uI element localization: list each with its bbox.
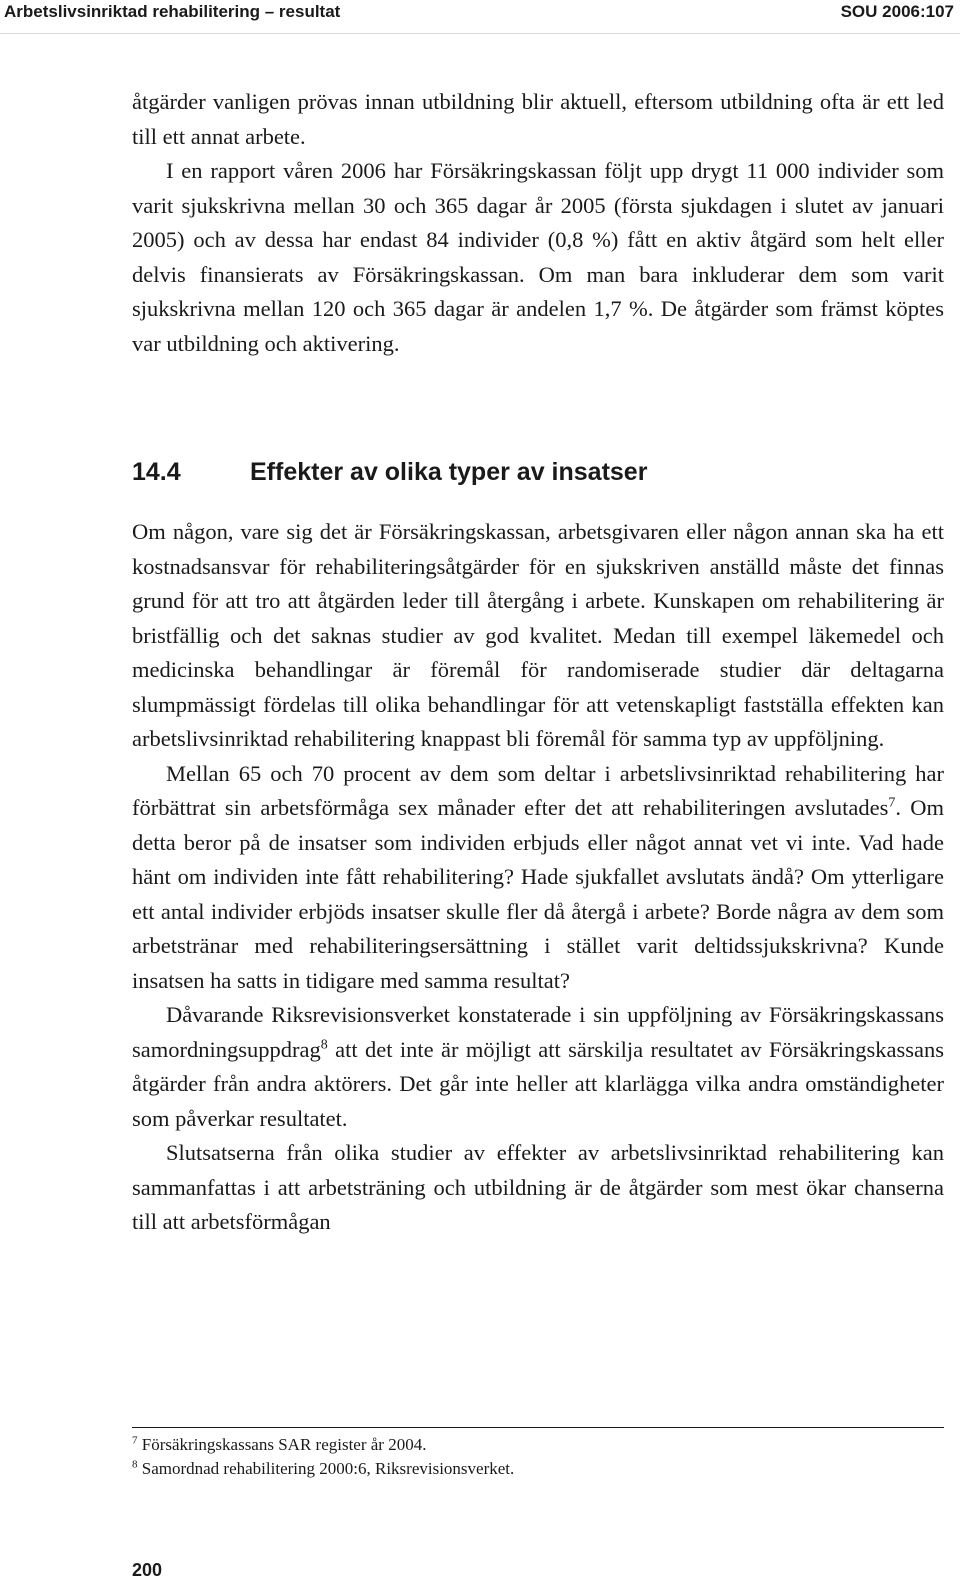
running-header-title: Arbetslivsinriktad rehabilitering – resultat bbox=[4, 2, 341, 21]
section-number: 14.4 bbox=[132, 458, 181, 486]
intro-paragraph-2: I en rapport våren 2006 har Försäkringskassan följt upp drygt 11 000 individer som varit sjukskrivna mellan 30 och 365 dagar år 2005 (första sjukdagen i slutet av januari 2005) och av dessa har endast 84 individer (0,8 %) fått en aktiv åtgärd som helt eller delvis finansierats av Försäkringskassan. Om man bara inkluderar dem som varit sjukskrivna mellan 120 och 365 dagar är andelen 1,7 %. De åtgärder som främst köptes var utbildning och aktivering. bbox=[132, 158, 944, 356]
body-paragraph-2-text-b: . Om detta beror på de insatser som individen erbjuds eller något annat vet vi inte. Vad hade hänt om individen inte fått rehabilitering? Hade sjukfallet avslutats ändå? Om ytterligare ett antal individer erbjöds insatser skulle fler då återgå i arbete? Borde några av dem som arbetstränar med rehabiliteringsersättning i stället varit deltidssjukskrivna? Kunde insatsen ha satts in tidigare med samma resultat? bbox=[132, 795, 944, 993]
footnote-ref-8[interactable]: 8 bbox=[320, 1037, 328, 1052]
body-paragraph-3-text-b: att det inte är möjligt att särskilja resultatet av Försäkringskassans åtgärder från andra aktörers. Det går inte heller att klarlägga vilka andra omständigheter som påverkar resultatet. bbox=[132, 1036, 944, 1131]
running-header bbox=[0, 0, 960, 34]
section-heading bbox=[132, 458, 944, 487]
body-paragraph-4: Slutsatserna från olika studier av effekter av arbetslivsinriktad rehabilitering kan sammanfattas i att arbetsträning och utbildning är de åtgärder som mest ökar chanserna till att arbetsförmågan bbox=[132, 1140, 944, 1234]
footnote-8 bbox=[132, 1457, 944, 1481]
body-paragraph-2 bbox=[132, 757, 944, 999]
footnotes bbox=[132, 1433, 944, 1481]
intro-paragraph-1: åtgärder vanligen prövas innan utbildning blir aktuell, eftersom utbildning ofta är ett led till ett annat arbete. bbox=[132, 89, 944, 149]
footnote-divider bbox=[132, 1427, 944, 1428]
body-paragraph-3 bbox=[132, 998, 944, 1136]
report-id: SOU 2006:107 bbox=[840, 2, 954, 21]
footnote-marker: 8 bbox=[132, 1458, 138, 1471]
body-paragraph-1: Om någon, vare sig det är Försäkringskassan, arbetsgivaren eller någon annan ska ha ett kostnadsansvar för rehabiliteringsåtgärder för en sjukskriven anställd måste det finnas grund för att tro att åtgärden leder till återgång i arbete. Kunskapen om rehabilitering är bristfällig och det saknas studier av god kvalitet. Medan till exempel läkemedel och medicinska behandlingar är föremål för randomiserade studier där deltagarna slumpmässigt fördelas till olika behandlingar för att vetenskapligt fastställa effekten kan arbetslivsinriktad rehabilitering knappast bli föremål för samma typ av uppföljning. bbox=[132, 519, 944, 751]
footnote-7 bbox=[132, 1433, 944, 1457]
footnote-ref-7[interactable]: 7 bbox=[888, 795, 896, 811]
intro-text bbox=[132, 85, 944, 361]
body-paragraph-3-text-a: Dåvarande Riksrevisionsverket konstaterade i sin uppföljning av Försäkringskassans samordningsuppdrag bbox=[132, 1002, 944, 1062]
page-number: 200 bbox=[132, 1560, 163, 1580]
body-paragraph-2-text-a: Mellan 65 och 70 procent av dem som deltar i arbetslivsinriktad rehabilitering har förbättrat sin arbetsförmåga sex månader efter det att rehabiliteringen avslutades bbox=[132, 760, 944, 820]
footnote-text: Försäkringskassans SAR register år 2004. bbox=[141, 1435, 427, 1454]
section-body bbox=[132, 515, 944, 1240]
section-title: Effekter av olika typer av insatser bbox=[250, 458, 648, 486]
footnote-text: Samordnad rehabilitering 2000:6, Riksrevisionsverket. bbox=[141, 1459, 515, 1478]
footnote-marker: 7 bbox=[132, 1434, 138, 1447]
